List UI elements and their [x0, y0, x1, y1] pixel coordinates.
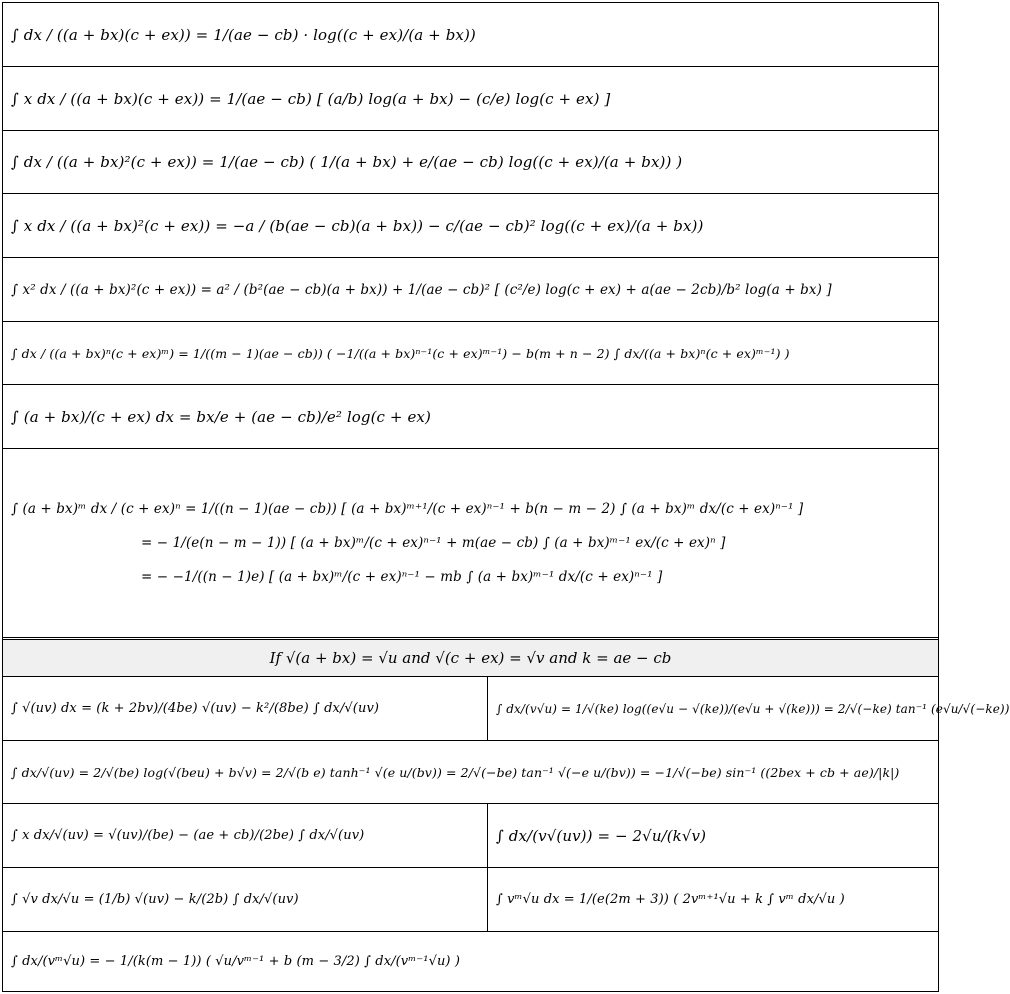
formula-row-8 — [3, 449, 938, 640]
formula: ∫ x² dx / ((a + bx)²(c + ex)) = a² / (b²(ae − cb)(a + bx)) + 1/(ae − cb)² [ (c²/e) log(c + ex) + a(ae − 2cb)/b² log(a + bx) ] — [11, 281, 832, 298]
formula-row-10 — [3, 677, 1010, 741]
formula-row-7 — [3, 385, 938, 449]
formula-right: ∫ dx/(v√u) = 1/√(ke) log((e√u − √(ke))/(e√u + √(ke))) = 2/√(−ke) tan⁻¹ (e√u/√(−ke)) — [496, 701, 1010, 716]
formula-row-2 — [3, 67, 938, 131]
formula: ∫ (a + bx)/(c + ex) dx = bx/e + (ae − cb)/e² log(c + ex) — [11, 407, 431, 426]
formula-row-12 — [3, 804, 938, 868]
formula-row-3 — [3, 131, 938, 194]
formula: ∫ dx/(vᵐ√u) = − 1/(k(m − 1)) ( √u/vᵐ⁻¹ + b (m − 3/2) ∫ dx/(vᵐ⁻¹√u) ) — [11, 954, 460, 969]
formula: ∫ dx / ((a + bx)ⁿ(c + ex)ᵐ) = 1/((m − 1)(ae − cb)) ( −1/((a + bx)ⁿ⁻¹(c + ex)ᵐ⁻¹) − b(m + n − 2) ∫ dx/((a + bx)ⁿ(c + ex)ᵐ⁻¹) ) — [11, 345, 790, 361]
formula-right: ∫ dx/(v√(uv)) = − 2√u/(k√v) — [496, 826, 707, 845]
formula-row-5 — [3, 258, 938, 322]
formula-row-1 — [3, 3, 938, 67]
formula: ∫ dx / ((a + bx)²(c + ex)) = 1/(ae − cb) ( 1/(a + bx) + e/(ae − cb) log((c + ex)/(a + bx)) ) — [11, 153, 683, 171]
formula-row-11 — [3, 741, 938, 804]
formula-row-14 — [3, 932, 938, 991]
formula: ∫ x dx / ((a + bx)²(c + ex)) = −a / (b(ae − cb)(a + bx)) − c/(ae − cb)² log((c + ex)/(a + bx)) — [11, 216, 704, 235]
substitution-header: If √(a + bx) = √u and √(c + ex) = √v and k = ae − cb — [269, 649, 672, 667]
integral-table — [2, 2, 1010, 992]
formula: ∫ dx / ((a + bx)(c + ex)) = 1/(ae − cb) · log((c + ex)/(a + bx)) — [11, 25, 476, 44]
formula: ∫ x dx / ((a + bx)(c + ex)) = 1/(ae − cb) [ (a/b) log(a + bx) − (c/e) log(c + ex) ] — [11, 89, 611, 108]
formula-left: ∫ √(uv) dx = (k + 2bv)/(4be) √(uv) − k²/(8be) ∫ dx/√(uv) — [11, 701, 380, 716]
formula-line-3: = − −1/((n − 1)e) [ (a + bx)ᵐ/(c + ex)ⁿ⁻¹ − mb ∫ (a + bx)ᵐ⁻¹ dx/(c + ex)ⁿ⁻¹ ] — [141, 569, 663, 585]
formula-row-6 — [3, 322, 938, 385]
formula-row-4 — [3, 194, 938, 258]
formula-left: ∫ x dx/√(uv) = √(uv)/(be) − (ae + cb)/(2be) ∫ dx/√(uv) — [11, 828, 365, 843]
substitution-header-row — [3, 640, 938, 677]
formula-row-13 — [3, 868, 938, 932]
formula-right: ∫ vᵐ√u dx = 1/(e(2m + 3)) ( 2vᵐ⁺¹√u + k ∫ vᵐ dx/√u ) — [496, 892, 845, 907]
formula-line-2: = − 1/(e(n − m − 1)) [ (a + bx)ᵐ/(c + ex)ⁿ⁻¹ + m(ae − cb) ∫ (a + bx)ᵐ⁻¹ ex/(c + ex)ⁿ ] — [141, 535, 726, 551]
formula-multiline — [3, 449, 938, 637]
formula: ∫ dx/√(uv) = 2/√(be) log(√(beu) + b√v) = 2/√(b e) tanh⁻¹ √(e u/(bv)) = 2/√(−be) tan⁻¹ √(−e u/(bv)) = −1/√(−be) sin⁻¹ ((2bex + cb + ae)/|k|) — [11, 764, 900, 780]
formula-line-1: ∫ (a + bx)ᵐ dx / (c + ex)ⁿ = 1/((n − 1)(ae − cb)) [ (a + bx)ᵐ⁺¹/(c + ex)ⁿ⁻¹ + b(n − m − 2) ∫ (a + bx)ᵐ dx/(c + ex)ⁿ⁻¹ ] — [11, 501, 804, 517]
formula-left: ∫ √v dx/√u = (1/b) √(uv) − k/(2b) ∫ dx/√(uv) — [11, 892, 299, 907]
